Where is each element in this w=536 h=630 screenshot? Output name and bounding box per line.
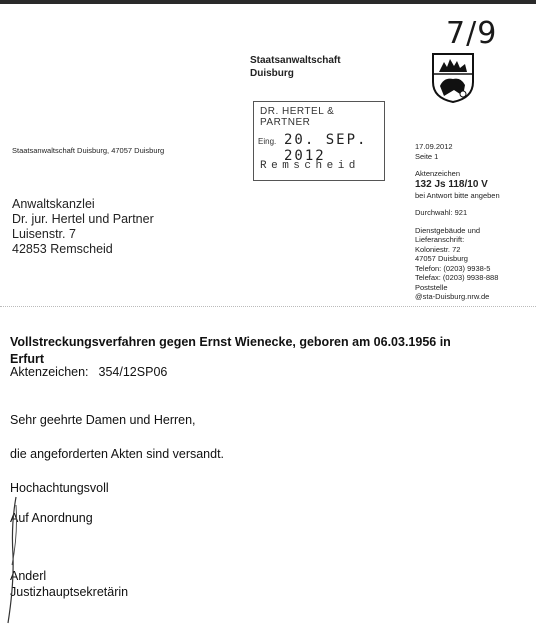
stamp-city: Remscheid	[260, 160, 360, 172]
signer-title: Justizhauptsekretärin	[10, 585, 129, 599]
fax: Telefax: (0203) 9938-888	[415, 273, 499, 282]
email: @sta-Duisburg.nrw.de	[415, 292, 490, 301]
signer-name: Anderl	[10, 569, 47, 583]
aktenzeichen-value: 132 Js 118/10 V	[415, 178, 488, 190]
recipient-address	[12, 197, 154, 257]
authority-line-2: Duisburg	[250, 68, 294, 79]
stamp-date: 20. SEP. 2012	[284, 132, 368, 164]
building-line-2: Lieferanschrift:	[415, 235, 465, 244]
page-number: Seite 1	[415, 151, 439, 161]
building-line-1: Dienstgebäude und	[415, 225, 481, 235]
fold-line	[0, 306, 536, 308]
closing: Hochachtungsvoll	[10, 481, 109, 495]
nrw-coat-of-arms-icon	[430, 52, 476, 104]
handwritten-signature-stroke	[2, 495, 22, 625]
letter-date: 17.09.2012	[415, 142, 453, 151]
recipient-line-3: Luisenstr. 7	[12, 227, 76, 241]
info-column	[415, 142, 500, 302]
authority-line-1: Staatsanwaltschaft	[250, 55, 341, 66]
sender-return-line: Staatsanwaltschaft Duisburg, 47057 Duisburg	[12, 146, 165, 155]
reference-label: Aktenzeichen:	[10, 365, 89, 379]
received-stamp	[253, 101, 385, 181]
subject-line-1: Vollstreckungsverfahren gegen Ernst Wienecke, geboren am 06.03.1956 in	[10, 335, 451, 349]
recipient-line-1: Anwaltskanzlei	[12, 197, 95, 211]
aktenzeichen-label: Aktenzeichen	[415, 169, 461, 178]
aktenzeichen-note: bei Antwort bitte angeben	[415, 190, 500, 200]
body-text: die angeforderten Akten sind versandt.	[10, 447, 225, 461]
salutation: Sehr geehrte Damen und Herren,	[10, 413, 196, 427]
order-line: Auf Anordnung	[10, 511, 93, 525]
reference-value: 354/12SP06	[98, 365, 168, 379]
handwritten-page-annotation: 7/9	[446, 16, 498, 51]
authority-heading	[250, 54, 341, 80]
subject-line-2: Erfurt	[10, 352, 45, 366]
reference-line	[10, 365, 167, 379]
phone: Telefon: (0203) 9938-5	[415, 263, 491, 273]
recipient-line-2: Dr. jur. Hertel und Partner	[12, 212, 154, 226]
stamp-eing-label: Eing.	[258, 137, 277, 146]
recipient-line-4: 42853 Remscheid	[12, 242, 113, 256]
durchwahl: Durchwahl: 921	[415, 208, 468, 217]
scan-top-edge	[0, 0, 536, 4]
city: 47057 Duisburg	[415, 254, 468, 263]
poststelle-label: Poststelle	[415, 282, 448, 292]
street: Koloniestr. 72	[415, 244, 461, 254]
subject	[10, 334, 451, 368]
stamp-firm: DR. HERTEL & PARTNER	[260, 106, 335, 128]
